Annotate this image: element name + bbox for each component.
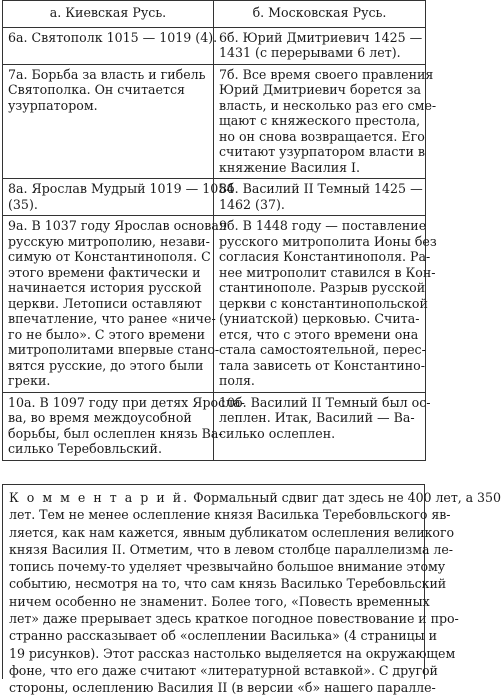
cell-line: начинается история русской [8, 280, 202, 295]
table-row [3, 216, 426, 393]
cell-line: русскую митрополию, незави- [8, 233, 210, 249]
cell-line: 7а. Борьба за власть и гибель [8, 66, 206, 82]
cell-line: 9а. В 1037 году Ярослав основал [8, 218, 227, 233]
commentary-block [2, 484, 501, 696]
cell-kievan-rus [3, 216, 227, 393]
header-kievan-rus: а. Киевская Русь. [3, 1, 214, 28]
cell-kievan-rus [3, 27, 218, 64]
cell-line: стала самостоятельной, перес- [219, 342, 426, 357]
cell-line: 7б. Все время своего правления [219, 66, 434, 82]
cell-line: 8а. Ярослав Мудрый 1019 — 1054 [8, 181, 235, 196]
table-row [3, 179, 426, 216]
cell-line: леплен. Итак, Василий — Ва- [219, 410, 415, 425]
cell-muscovite-rus [214, 179, 426, 216]
cell-line: щают с княжеского престола, [219, 113, 421, 128]
table-row [3, 27, 426, 64]
commentary-line: князя Василия II. Отметим, что в левом столбце параллелизма ле- [9, 541, 453, 557]
cell-muscovite-rus [214, 64, 437, 179]
cell-line: власть, и несколько раз его сме- [219, 97, 437, 113]
cell-line: вятся русские, до этого были [8, 357, 204, 373]
cell-line: согласия Константинополя. Ра- [219, 249, 431, 264]
cell-line: стантинополе. Разрыв русской [219, 280, 426, 295]
header-muscovite-rus: б. Московская Русь. [214, 1, 426, 28]
cell-line: княжение Василия I. [219, 159, 361, 175]
table-header-row [3, 1, 426, 28]
cell-muscovite-rus [214, 216, 437, 393]
commentary-heading: К о м м е н т а р и й. [9, 490, 190, 505]
cell-line: 9б. В 1448 году — поставление [219, 218, 427, 233]
cell-line: узурпатором. [8, 97, 98, 113]
cell-line: силько Теребовльский. [8, 441, 162, 456]
commentary-first-line [9, 489, 501, 506]
cell-line: нее митрополит ставился в Кон- [219, 264, 436, 280]
cell-line: тала зависеть от Константино- [219, 357, 425, 373]
commentary-line: 19 рисунков). Этот рассказ настолько выделяется на окружающем [9, 645, 456, 661]
commentary-line: фоне, что его даже считают «литературной вставкой». С другой [9, 662, 438, 678]
cell-line: этого времени фактически и [8, 264, 201, 280]
cell-line: го не было». С этого времени [8, 326, 205, 342]
cell-line: ется, что с этого времени она [219, 326, 419, 342]
cell-line: 6б. Юрий Дмитриевич 1425 — [219, 29, 423, 45]
cell-line: церкви с константинопольской [219, 295, 428, 311]
cell-line: Юрий Дмитриевич борется за [219, 82, 422, 97]
commentary-line: Формальный сдвиг дат здесь не 400 лет, а 350 [189, 490, 501, 505]
commentary-line: ляется, как нам кажется, явным дубликатом ослепления великого [9, 524, 455, 540]
commentary-line: стороны, ослеплению Василия II (в версии «б» нашего паралле- [9, 680, 436, 696]
cell-line: 1431 (с перерывами 6 лет). [219, 45, 401, 60]
cell-line: поля. [219, 373, 255, 388]
cell-line: симую от Константинополя. С [8, 249, 211, 264]
cell-muscovite-rus [214, 27, 426, 64]
cell-muscovite-rus [214, 392, 431, 460]
commentary-line: топись почему-то уделяет чрезвычайно большое внимание этому [9, 559, 446, 575]
cell-line: впечатление, что ранее «ниче- [8, 311, 216, 326]
cell-line: 8б. Василий II Темный 1425 — [219, 181, 423, 196]
cell-line: Святополка. Он считается [8, 82, 185, 97]
cell-line: церкви. Летописи оставляют [8, 295, 202, 311]
table-row [3, 392, 426, 460]
commentary-line: лет. Тем не менее ослепление князя Василька Теребовльского яв- [9, 507, 451, 523]
commentary-line: лет» даже прерывает здесь краткое погодное повествование и про- [9, 611, 459, 627]
cell-line: русского митрополита Ионы без [219, 233, 437, 249]
commentary-line: событию, несмотря на то, что сам князь Василько Теребовльский [9, 576, 447, 592]
cell-line: 10б. Василий II Темный был ос- [219, 394, 431, 410]
cell-line: но он снова возвращается. Его [219, 128, 425, 144]
commentary-line: странно рассказывает об «ослеплении Василька» (4 страницы и [9, 628, 437, 644]
cell-kievan-rus [3, 392, 245, 460]
cell-line: считают узурпатором власти в [219, 144, 425, 159]
cell-line: греки. [8, 373, 51, 388]
cell-line: силько ослеплен. [219, 425, 336, 441]
cell-line: 1462 (37). [219, 196, 285, 212]
cell-line: борьбы, был ослеплен князь Ва- [8, 425, 223, 441]
table-row [3, 64, 426, 179]
commentary-line: ничем особенно не знаменит. Более того, «Повесть временных [9, 593, 430, 609]
cell-kievan-rus [3, 64, 214, 179]
cell-line: (35). [8, 196, 38, 212]
cell-line: 10а. В 1097 году при детях Яросла- [8, 394, 245, 410]
cell-kievan-rus [3, 179, 235, 216]
cell-line: ва, во время междоусобной [8, 410, 192, 425]
cell-line: (униатской) церковью. Счита- [219, 311, 420, 326]
cell-line: митрополитами впервые стано- [8, 342, 220, 357]
cell-line: 6а. Святополк 1015 — 1019 (4). [8, 29, 218, 45]
parallel-table [2, 0, 437, 461]
